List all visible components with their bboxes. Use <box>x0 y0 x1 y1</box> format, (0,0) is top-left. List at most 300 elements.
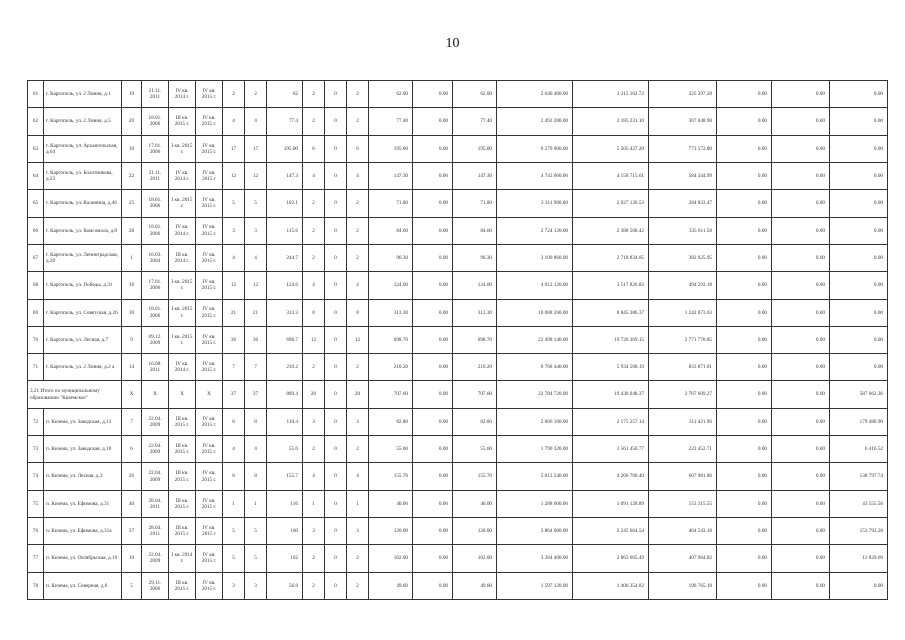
address-cell: г. Каргополь, ул. 2 Линия, д.1 <box>44 81 122 108</box>
cell-cost: 2 666 160.00 <box>497 408 573 435</box>
cell-f2: 0 <box>325 190 347 217</box>
cell-b1: 0.00 <box>717 572 772 599</box>
cell-year: X <box>122 381 142 408</box>
cell-f2: 0 <box>325 217 347 244</box>
cell-b2: 0.00 <box>772 162 830 189</box>
cell-a3: 102.00 <box>453 545 497 572</box>
cell-year: 9 <box>122 326 142 353</box>
cell-cost: 2 724 120.00 <box>497 217 573 244</box>
cell-f1: 2 <box>303 190 325 217</box>
cell-b1: 0.00 <box>717 244 772 271</box>
cell-end: IV кв. 2015 г. <box>196 354 223 381</box>
cell-f3: 1 <box>347 490 369 517</box>
cell-c2: 8 <box>245 408 267 435</box>
cell-end: IV кв. 2015 г. <box>196 272 223 299</box>
cell-a3: 96.30 <box>453 244 497 271</box>
table-row <box>28 545 888 572</box>
cell-f1: 3 <box>303 518 325 545</box>
cell-budget: 833 871.81 <box>649 354 717 381</box>
cell-fund: 2 388 508.42 <box>573 217 649 244</box>
cell-year: 1 <box>122 244 142 271</box>
cell-c2: 37 <box>245 381 267 408</box>
cell-area: 698.7 <box>267 326 303 353</box>
cell-a1: 96.30 <box>369 244 413 271</box>
cell-a3: 698.70 <box>453 326 497 353</box>
cell-budget: 584 344.99 <box>649 162 717 189</box>
address-cell: г. Каргополь, ул. 2 Линия, д.2 а <box>44 354 122 381</box>
cell-end: IV кв. 2015 г <box>196 518 223 545</box>
cell-b2: 0.00 <box>772 217 830 244</box>
cell-b2: 0.00 <box>772 108 830 135</box>
cell-a2: 0.00 <box>413 108 453 135</box>
cell-fund: 8 845 386.37 <box>573 299 649 326</box>
cell-area: 160 <box>267 518 303 545</box>
cell-cost: 1 597 120.00 <box>497 572 573 599</box>
cell-f1: 2 <box>303 217 325 244</box>
cell-b3: 0.00 <box>830 272 888 299</box>
cell-f2: 0 <box>325 135 347 162</box>
row-number: 75 <box>28 490 44 517</box>
table-row <box>28 217 888 244</box>
address-cell: п. Кизема, ул. Северная, д.6 <box>44 572 122 599</box>
table-row <box>28 572 888 599</box>
cell-year: 28 <box>122 217 142 244</box>
cell-cost: 10 088 260.00 <box>497 299 573 326</box>
cell-b1: 0.00 <box>717 354 772 381</box>
cell-c2: 21 <box>245 299 267 326</box>
cell-f3: 2 <box>347 81 369 108</box>
cell-b1: 0.00 <box>717 135 772 162</box>
cell-budget: 2 767 609.27 <box>649 381 717 408</box>
cell-area: 313.3 <box>267 299 303 326</box>
row-number: 65 <box>28 190 44 217</box>
cell-c2: 4 <box>245 244 267 271</box>
cell-c2: 3 <box>245 572 267 599</box>
address-cell: п. Кизема, ул. Ефимова, д.31а <box>44 518 122 545</box>
cell-b2: 0.00 <box>772 326 830 353</box>
cell-a2: 0.00 <box>413 381 453 408</box>
cell-f1: 2 <box>303 436 325 463</box>
cell-b2: 0.00 <box>772 436 830 463</box>
cell-start: III кв. 2015 г. <box>169 436 196 463</box>
cell-a3: 707.60 <box>453 381 497 408</box>
cell-area: 195.00 <box>267 135 303 162</box>
cell-end: IV кв. 2015 г. <box>196 436 223 463</box>
table-row <box>28 135 888 162</box>
cell-budget: 335 611.58 <box>649 217 717 244</box>
cell-date: 18.01. 2006 <box>142 190 169 217</box>
cell-f2: 0 <box>325 572 347 599</box>
address-cell: г. Каргополь, ул. Ленинградская, д.20 <box>44 244 122 271</box>
cell-c1: 3 <box>223 217 245 244</box>
cell-fund: 19 430 048.37 <box>573 381 649 408</box>
cell-c2: 3 <box>245 217 267 244</box>
cell-f2: 0 <box>325 490 347 517</box>
address-cell: г. Каргополь, ул. Комсомола, д.8 <box>44 217 122 244</box>
cell-a3: 77.40 <box>453 108 497 135</box>
address-cell: г. Каргополь, ул. Советская, д.26 <box>44 299 122 326</box>
cell-c1: 21 <box>223 299 245 326</box>
cell-year: 30 <box>122 299 142 326</box>
cell-fund: 5 934 568.19 <box>573 354 649 381</box>
cell-budget: 311 421.96 <box>649 408 717 435</box>
row-number: 78 <box>28 572 44 599</box>
cell-b3: 587 062.36 <box>830 381 888 408</box>
cell-fund: 2 863 605.49 <box>573 545 649 572</box>
cell-c2: 2 <box>245 81 267 108</box>
cell-a1: 195.00 <box>369 135 413 162</box>
cell-b2: 0.00 <box>772 81 830 108</box>
cell-a1: 84.60 <box>369 217 413 244</box>
cell-b1: 0.00 <box>717 190 772 217</box>
cell-date: 18.01. 2006 <box>142 217 169 244</box>
cell-end: IV кв. 2015 г. <box>196 108 223 135</box>
cell-b3: 153 792.28 <box>830 518 888 545</box>
row-number: 62 <box>28 108 44 135</box>
cell-end: IV кв. 2015 г <box>196 162 223 189</box>
cell-f3: 6 <box>347 135 369 162</box>
table-row <box>28 354 888 381</box>
cell-a1: 147.30 <box>369 162 413 189</box>
cell-a3: 84.60 <box>453 217 497 244</box>
address-cell: г. Каргополь, ул. Болотникова, д.23 <box>44 162 122 189</box>
cell-a1: 698.70 <box>369 326 413 353</box>
address-cell: г. Каргополь, ул. Архангельская, д.64 <box>44 135 122 162</box>
cell-f2: 0 <box>325 381 347 408</box>
cell-b3: 0.00 <box>830 81 888 108</box>
cell-f1: 2 <box>303 354 325 381</box>
cell-a1: 707.60 <box>369 381 413 408</box>
cell-end: IV кв. 2015 г. <box>196 326 223 353</box>
cell-area: 147.3 <box>267 162 303 189</box>
cell-b2: 0.00 <box>772 381 830 408</box>
cell-a2: 0.00 <box>413 272 453 299</box>
address-cell: г. Каргополь, ул. Калинина, д.46 <box>44 190 122 217</box>
cell-b3: 0.00 <box>830 244 888 271</box>
cell-start: IV кв. 2014 г. <box>169 217 196 244</box>
cell-b1: 0.00 <box>717 463 772 490</box>
cell-year: 22 <box>122 162 142 189</box>
address-cell: г. Каргополь, ул. Лесная, д.7 <box>44 326 122 353</box>
cell-b3: 179 480.90 <box>830 408 888 435</box>
table-row <box>28 490 888 517</box>
cell-year: 19 <box>122 81 142 108</box>
cell-b3: 43 555.56 <box>830 490 888 517</box>
row-number: 71 <box>28 354 44 381</box>
row-number: 66 <box>28 217 44 244</box>
cell-a2: 0.00 <box>413 299 453 326</box>
cell-f3: 2 <box>347 572 369 599</box>
cell-cost: 1 288 000.00 <box>497 490 573 517</box>
cell-b1: 0.00 <box>717 408 772 435</box>
cell-cost: 2 311 960.00 <box>497 190 573 217</box>
cell-b3: 0.00 <box>830 217 888 244</box>
cell-b3: 6 416.52 <box>830 436 888 463</box>
cell-year: 20 <box>122 108 142 135</box>
cell-start: I кв. 2015 г. <box>169 272 196 299</box>
cell-end: IV кв. 2015 г. <box>196 490 223 517</box>
cell-f3: 2 <box>347 545 369 572</box>
cell-b2: 0.00 <box>772 518 830 545</box>
cell-f3: 2 <box>347 354 369 381</box>
cell-a2: 0.00 <box>413 436 453 463</box>
cell-fund: 2 027 126.53 <box>573 190 649 217</box>
cell-area: 889.4 <box>267 381 303 408</box>
cell-area: 62 <box>267 81 303 108</box>
cell-a2: 0.00 <box>413 490 453 517</box>
cell-f2: 0 <box>325 108 347 135</box>
cell-b1: 0.00 <box>717 272 772 299</box>
cell-f2: 0 <box>325 518 347 545</box>
cell-cost: 3 100 860.00 <box>497 244 573 271</box>
cell-b3: 0.00 <box>830 354 888 381</box>
cell-budget: 307 048.90 <box>649 108 717 135</box>
cell-b2: 0.00 <box>772 463 830 490</box>
cell-b2: 0.00 <box>772 408 830 435</box>
cell-c2: 12 <box>245 162 267 189</box>
cell-a3: 147.30 <box>453 162 497 189</box>
cell-a1: 82.80 <box>369 408 413 435</box>
cell-year: 40 <box>122 490 142 517</box>
cell-a3: 71.80 <box>453 190 497 217</box>
cell-year: 10 <box>122 135 142 162</box>
cell-date: 28.04. 2011 <box>142 490 169 517</box>
cell-a2: 0.00 <box>413 162 453 189</box>
cell-end: IV кв. 2015 г. <box>196 190 223 217</box>
cell-date: 21.11. 2011 <box>142 162 169 189</box>
cell-a2: 0.00 <box>413 244 453 271</box>
cell-f1: 2 <box>303 244 325 271</box>
cell-date: 22.04. 2009 <box>142 436 169 463</box>
cell-c1: 2 <box>223 81 245 108</box>
table-row <box>28 408 888 435</box>
cell-year: 7 <box>122 408 142 435</box>
cell-a3: 82.80 <box>453 408 497 435</box>
address-cell: п. Кизема, ул. Ефимова, д.31 <box>44 490 122 517</box>
cell-f1: 1 <box>303 490 325 517</box>
cell-f2: 0 <box>325 81 347 108</box>
cell-b1: 0.00 <box>717 490 772 517</box>
cell-year: 37 <box>122 518 142 545</box>
cell-c2: 4 <box>245 108 267 135</box>
cell-f2: 0 <box>325 545 347 572</box>
cell-cost: 4 743 060.00 <box>497 162 573 189</box>
cell-c2: 8 <box>245 463 267 490</box>
cell-start: IV кв. 2014 г. <box>169 162 196 189</box>
cell-cost: 3 864 000.00 <box>497 518 573 545</box>
cell-b2: 0.00 <box>772 545 830 572</box>
cell-f3: 2 <box>347 217 369 244</box>
cell-c1: 1 <box>223 490 245 517</box>
cell-fund: 1 561 450.77 <box>573 436 649 463</box>
cell-b3: 0.00 <box>830 135 888 162</box>
cell-b1: 0.00 <box>717 518 772 545</box>
cell-f3: 3 <box>347 408 369 435</box>
cell-year: 25 <box>122 190 142 217</box>
cell-f1: 2 <box>303 545 325 572</box>
cell-a2: 0.00 <box>413 81 453 108</box>
cell-b3: 12 829.69 <box>830 545 888 572</box>
cell-c1: 5 <box>223 545 245 572</box>
cell-f3: 2 <box>347 244 369 271</box>
cell-b3: 0.00 <box>830 299 888 326</box>
cell-f2: 0 <box>325 354 347 381</box>
cell-b1: 0.00 <box>717 108 772 135</box>
cell-c1: 5 <box>223 190 245 217</box>
cell-date: 22.04. 2009 <box>142 463 169 490</box>
address-cell: г. Каргополь, ул. 2 Линия, д.5 <box>44 108 122 135</box>
cell-c1: 37 <box>223 381 245 408</box>
cell-date: 22.04. 2009 <box>142 545 169 572</box>
cell-a3: 313.30 <box>453 299 497 326</box>
cell-fund: 1 091 128.89 <box>573 490 649 517</box>
cell-f2: 0 <box>325 272 347 299</box>
cell-a1: 40.00 <box>369 490 413 517</box>
cell-c1: 8 <box>223 463 245 490</box>
cell-budget: 222 452.71 <box>649 436 717 463</box>
cell-start: I кв. 2014 г. <box>169 545 196 572</box>
cell-fund: 2 718 834.05 <box>573 244 649 271</box>
cell-start: III кв. 2015 г. <box>169 518 196 545</box>
cell-b2: 0.00 <box>772 354 830 381</box>
cell-b2: 0.00 <box>772 572 830 599</box>
cell-b2: 0.00 <box>772 135 830 162</box>
cell-a2: 0.00 <box>413 354 453 381</box>
cell-cost: 2 640 400.00 <box>497 81 573 108</box>
cell-end: IV кв. 2015 г. <box>196 244 223 271</box>
cell-a2: 0.00 <box>413 190 453 217</box>
cell-c2: 36 <box>245 326 267 353</box>
cell-a1: 120.00 <box>369 518 413 545</box>
cell-b2: 0.00 <box>772 244 830 271</box>
cell-end: IV кв. 2015 г. <box>196 217 223 244</box>
subtotal-label: 3.21 Итого по муниципальному образованию "Киземское" <box>28 381 122 408</box>
table-row <box>28 81 888 108</box>
row-number: 74 <box>28 463 44 490</box>
cell-c2: 7 <box>245 354 267 381</box>
cell-a1: 49.60 <box>369 572 413 599</box>
cell-budget: 325 297.28 <box>649 81 717 108</box>
table-row <box>28 244 888 271</box>
cell-year: 6 <box>122 436 142 463</box>
cell-year: 10 <box>122 545 142 572</box>
cell-fund: 3 517 826.82 <box>573 272 649 299</box>
cell-area: 102.1 <box>267 190 303 217</box>
table-row <box>28 299 888 326</box>
cell-end: IV кв. 2015 г. <box>196 545 223 572</box>
cell-budget: 1 242 873.63 <box>649 299 717 326</box>
cell-start: III кв. 2015 г. <box>169 463 196 490</box>
cell-c2: 5 <box>245 545 267 572</box>
address-cell: п. Кизема, ул. Заводская, д.18 <box>44 436 122 463</box>
page-number: 10 <box>445 36 460 51</box>
row-number: 63 <box>28 135 44 162</box>
cell-a2: 0.00 <box>413 135 453 162</box>
cell-f2: 0 <box>325 436 347 463</box>
cell-cost: 22 784 720.00 <box>497 381 573 408</box>
cell-start: III кв. 2015 г. <box>169 572 196 599</box>
cell-budget: 607 981.86 <box>649 463 717 490</box>
cell-a1: 102.00 <box>369 545 413 572</box>
cell-start: I кв. 2015 г. <box>169 326 196 353</box>
cell-c2: 5 <box>245 518 267 545</box>
cell-c1: 12 <box>223 272 245 299</box>
address-cell: г. Каргополь, ул. Победы, д.31 <box>44 272 122 299</box>
cell-f3: 8 <box>347 299 369 326</box>
cell-fund: 2 175 257.14 <box>573 408 649 435</box>
cell-b1: 0.00 <box>717 299 772 326</box>
cell-end: IV кв. 2015 г. <box>196 299 223 326</box>
cell-f2: 0 <box>325 299 347 326</box>
cell-c1: 7 <box>223 354 245 381</box>
cell-a1: 55.60 <box>369 436 413 463</box>
cell-c2: 4 <box>245 436 267 463</box>
cell-area: 56.8 <box>267 572 303 599</box>
cell-f3: 4 <box>347 463 369 490</box>
cell-area: 155.7 <box>267 463 303 490</box>
cell-date: 09.12. 2009 <box>142 326 169 353</box>
row-number: 77 <box>28 545 44 572</box>
cell-a3: 210.20 <box>453 354 497 381</box>
cell-cost: 3 284 400.00 <box>497 545 573 572</box>
cell-f3: 12 <box>347 326 369 353</box>
cell-f3: 2 <box>347 190 369 217</box>
cell-area: 115.6 <box>267 217 303 244</box>
cell-b2: 0.00 <box>772 490 830 517</box>
cell-date: 21.11. 2011 <box>142 81 169 108</box>
cell-b1: 0.00 <box>717 326 772 353</box>
cell-fund: 19 726 369.15 <box>573 326 649 353</box>
cell-year: 26 <box>122 463 142 490</box>
cell-f1: 4 <box>303 463 325 490</box>
cell-area: 110.4 <box>267 408 303 435</box>
cell-fund: 1 400 354.82 <box>573 572 649 599</box>
cell-b1: 0.00 <box>717 217 772 244</box>
cell-a3: 195.00 <box>453 135 497 162</box>
cell-budget: 382 025.95 <box>649 244 717 271</box>
cell-cost: 4 012 120.00 <box>497 272 573 299</box>
cell-c1: 4 <box>223 436 245 463</box>
cell-start: III кв. 2015 г. <box>169 408 196 435</box>
cell-a3: 49.60 <box>453 572 497 599</box>
cell-a1: 62.00 <box>369 81 413 108</box>
cell-f3: 4 <box>347 162 369 189</box>
cell-b3: 138 797.74 <box>830 463 888 490</box>
cell-a2: 0.00 <box>413 572 453 599</box>
cell-c2: 5 <box>245 190 267 217</box>
cell-fund: 3 245 664.54 <box>573 518 649 545</box>
cell-a3: 120.00 <box>453 518 497 545</box>
cell-f1: 2 <box>303 108 325 135</box>
cell-budget: 153 315.55 <box>649 490 717 517</box>
cell-a3: 124.60 <box>453 272 497 299</box>
cell-budget: 464 543.18 <box>649 518 717 545</box>
cell-a1: 77.40 <box>369 108 413 135</box>
cell-f1: 20 <box>303 381 325 408</box>
cell-c2: 1 <box>245 490 267 517</box>
cell-year: 14 <box>122 354 142 381</box>
cell-c1: 5 <box>223 518 245 545</box>
cell-a2: 0.00 <box>413 326 453 353</box>
cell-start: I кв. 2015 г. <box>169 135 196 162</box>
cell-start: I кв. 2015 г. <box>169 299 196 326</box>
cell-c1: 4 <box>223 244 245 271</box>
cell-budget: 494 293.18 <box>649 272 717 299</box>
cell-date: 28.04. 2011 <box>142 518 169 545</box>
cell-end: IV кв. 2015 г. <box>196 135 223 162</box>
cell-f1: 12 <box>303 326 325 353</box>
cell-a3: 40.00 <box>453 490 497 517</box>
